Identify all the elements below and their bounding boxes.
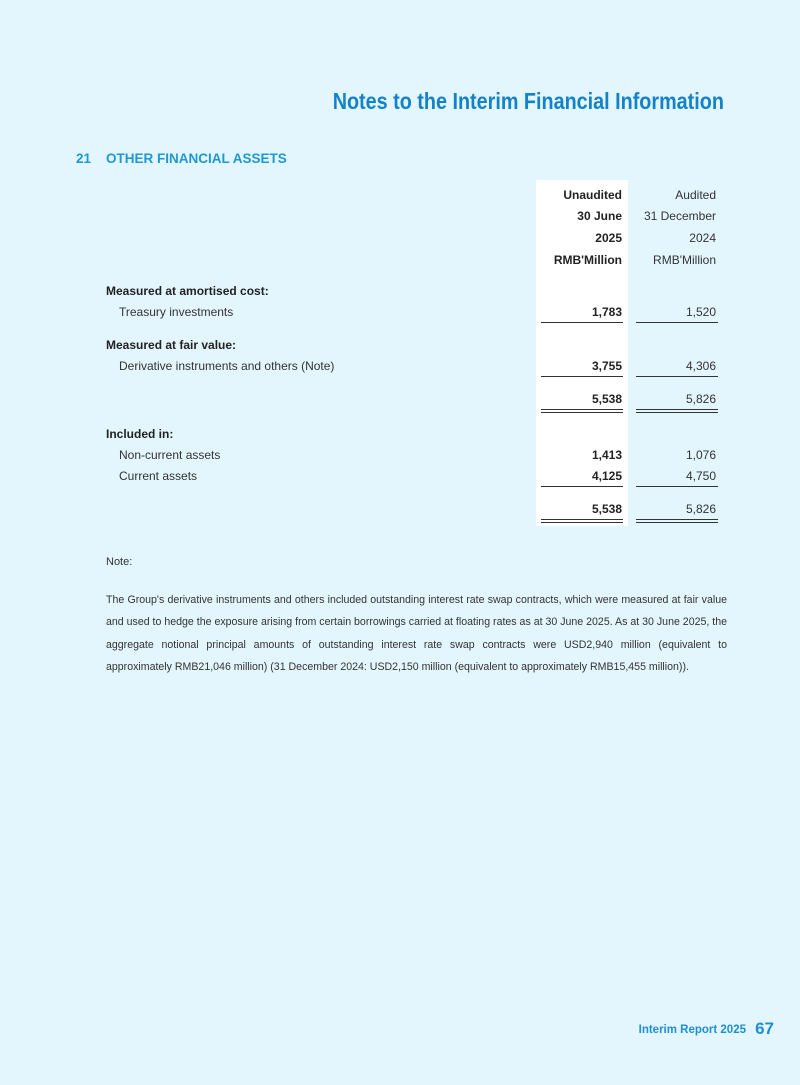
page-number: 67	[755, 1019, 774, 1038]
fair-value-heading: Measured at fair value:	[106, 338, 237, 352]
double-rule	[541, 409, 623, 410]
treasury-value-2024: 1,520	[685, 305, 716, 319]
current-value-2025: 4,125	[591, 469, 622, 483]
double-rule	[636, 409, 718, 410]
note-title: Note:	[106, 556, 133, 568]
double-rule	[636, 412, 718, 413]
included-heading: Included in:	[106, 427, 174, 441]
double-rule	[541, 522, 623, 523]
section-number: 21	[76, 151, 92, 166]
col1-unit: RMB'Million	[553, 253, 622, 267]
included-total-2025: 5,538	[591, 502, 622, 516]
rule	[541, 322, 623, 323]
col1-date: 30 June	[577, 209, 622, 223]
col2-year: 2024	[689, 231, 716, 245]
treasury-label: Treasury investments	[119, 305, 234, 319]
double-rule	[636, 522, 718, 523]
double-rule	[541, 412, 623, 413]
double-rule	[541, 519, 623, 520]
non-current-value-2024: 1,076	[685, 448, 716, 462]
col2-status: Audited	[675, 188, 716, 202]
total-value-2024: 5,826	[685, 392, 716, 406]
col2-date: 31 December	[643, 209, 716, 223]
total-value-2025: 5,538	[591, 392, 622, 406]
non-current-value-2025: 1,413	[591, 448, 622, 462]
derivative-value-2024: 4,306	[685, 359, 716, 373]
derivative-value-2025: 3,755	[591, 359, 622, 373]
section-heading	[76, 151, 287, 166]
footer-report-title: Interim Report 2025	[638, 1024, 746, 1036]
note-body: The Group's derivative instruments and others included outstanding interest rate swap contracts, which were measured at fair value and used to hedge the exposure arising from certain borrowings carried at floating rates as at 30 June 2025. As at 30 June 2025, the aggregate notional principal amounts of outstanding interest rate swap contracts were USD2,940 million (equivalent to approximately RMB21,046 million) (31 December 2024: USD2,150 million (equivalent to approximately RMB15,455 million)).	[106, 594, 727, 674]
non-current-label: Non-current assets	[119, 448, 221, 462]
rule	[541, 486, 623, 487]
rule	[636, 486, 718, 487]
rule	[541, 376, 623, 377]
derivative-label: Derivative instruments and others (Note)	[119, 359, 335, 373]
amortised-heading: Measured at amortised cost:	[106, 284, 269, 298]
double-rule	[636, 519, 718, 520]
treasury-value-2025: 1,783	[591, 305, 622, 319]
rule	[636, 322, 718, 323]
rule	[636, 376, 718, 377]
current-label: Current assets	[119, 469, 198, 483]
col1-status: Unaudited	[563, 188, 622, 202]
page-title: Notes to the Interim Financial Information	[332, 88, 724, 114]
included-total-2024: 5,826	[685, 502, 716, 516]
col1-year: 2025	[595, 231, 622, 245]
current-value-2024: 4,750	[685, 469, 716, 483]
section-title: OTHER FINANCIAL ASSETS	[106, 151, 287, 166]
col2-unit: RMB'Million	[653, 253, 716, 267]
